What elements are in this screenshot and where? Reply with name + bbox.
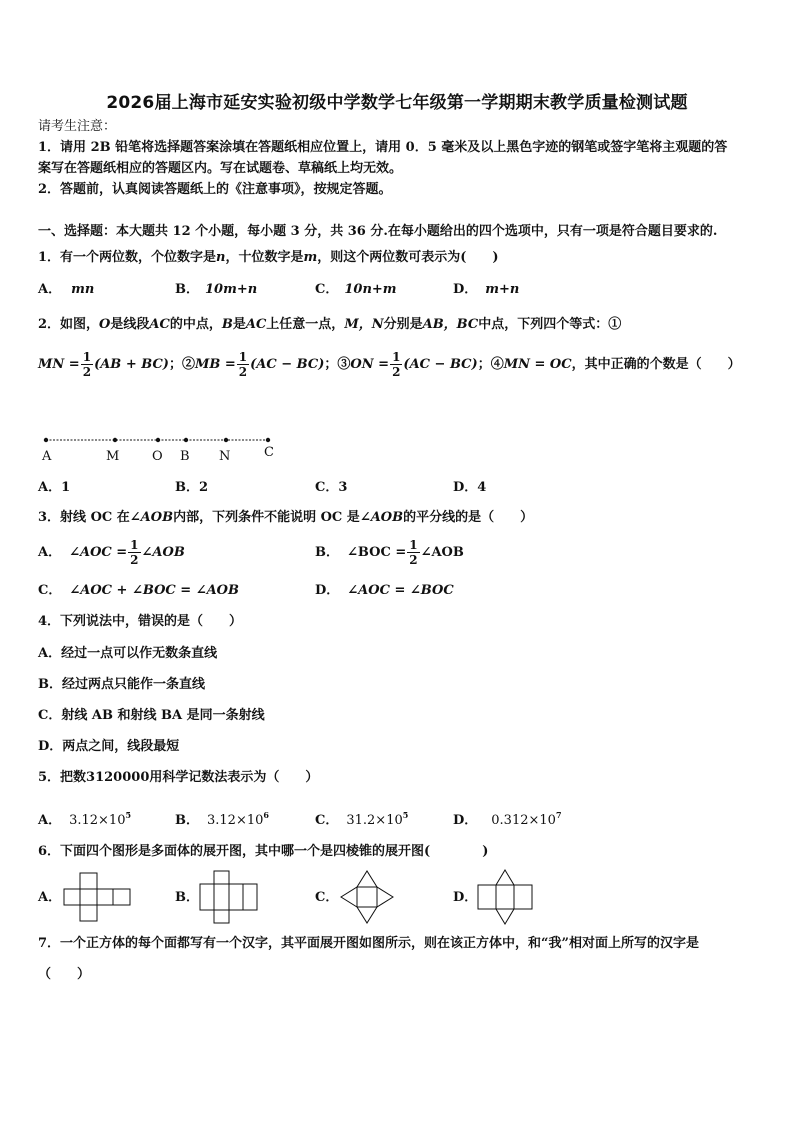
q5-option-b: B． $3.12\times 10^6$ [175,810,269,828]
q5-option-d: D． $0.312\times 10^7$ [453,810,562,828]
notice-item-2: 2．答题前，认真阅读答题纸上的《注意事项》，按规定答题。 [38,182,392,197]
q4-option-b: B．经过两点只能作一条直线 [38,677,205,692]
question-7-stem-line-1: 7．一个正方体的每个面都写有一个汉字，其平面展开图如图所示，则在该正方体中，和“我”相对面上所写的汉字是 [38,936,700,951]
point-c [266,438,270,442]
point-n [224,438,228,442]
question-7-stem-line-2: （ ） [38,967,91,982]
label-o: O [152,449,163,464]
q4-option-a: A．经过一点可以作无数条直线 [38,646,218,661]
q1-option-c: C． 10n+m [315,282,397,297]
net-diagram-b [200,871,260,923]
q4-option-c: C．射线 AB 和射线 BA 是同一条射线 [38,708,265,723]
q3-option-a: A． ∠AOC = $\frac{1}{2}$ ∠AOB [38,538,185,567]
q1-option-a: A． mn [38,282,95,297]
q6-option-b-label: B． [175,890,199,905]
q2-option-b: B．2 [175,480,209,495]
q1-var-m: m [303,250,318,265]
segment-diagram [38,430,288,466]
question-1-stem [38,249,499,267]
q3-option-d: D． ∠AOC = ∠BOC [315,583,454,598]
label-n: N [219,449,231,464]
eq3-right: (AC − BC) [403,357,478,372]
q1-var-n: n [216,250,226,265]
point-m [113,438,117,442]
question-5-stem: 5．把数3120000用科学记数法表示为（ ） [38,770,319,785]
q1-stem-b: ，十位数字是 [225,250,304,265]
q2-option-d: D．4 [453,480,487,495]
q3-option-c: C． ∠AOC + ∠BOC = ∠AOB [38,583,239,598]
eq2-left: MB = [194,357,236,372]
net-diagram-c [340,871,400,923]
question-4-stem: 4．下列说法中，错误的是（ ） [38,614,243,629]
q2-option-a: A．1 [38,480,71,495]
eq2-right: (AC − BC) [250,357,325,372]
fraction-half: $\frac{1}{2}$ [238,350,248,379]
q5-option-a: A． $3.12\times 10^5$ [38,810,132,828]
q4-option-d: D．两点之间，线段最短 [38,739,180,754]
label-a: A [42,449,52,464]
q1-stem-a: 1．有一个两位数，个位数字是 [38,250,217,265]
label-b: B [180,449,190,464]
notice-item-1-line-2: 案写在答题纸相应的答题区内。写在试题卷、草稿纸上均无效。 [38,161,403,176]
q5-option-c: C． $31.2\times 10^5$ [315,810,409,828]
q6-option-d-label: D． [453,890,478,905]
notice-item-1-line-1: 1．请用 2B 铅笔将选择题答案涂填在答题纸相应位置上，请用 0．5 毫米及以上黑色字迹的钢笔或签字笔将主观题的答 [38,140,728,155]
q2-option-c: C．3 [315,480,348,495]
fraction-half: $\frac{1}{2}$ [392,350,401,379]
question-3-stem: 3．射线 OC 在∠AOB内部，下列条件不能说明 OC 是∠AOB的平分线的是（ ） [38,510,534,525]
eq1-right: (AB + BC) [94,357,169,372]
eq4: MN = OC [503,357,572,372]
fraction-half: $\frac{1}{2}$ [82,350,92,379]
q6-option-a-label: A． [38,890,62,905]
point-b [184,438,188,442]
notice-heading: 请考生注意： [38,119,117,134]
label-m: M [106,449,120,464]
section-heading: 一、选择题：本大题共 12 个小题，每小题 3 分，共 36 分.在每小题给出的四个选项中，只有一项是符合题目要求的. [38,224,718,239]
q1-option-b: B． 10m+n [175,282,258,297]
net-diagram-d [478,869,538,925]
question-6-stem: 6．下面四个图形是多面体的展开图，其中哪一个是四棱锥的展开图( ) [38,844,489,859]
q1-option-d: D． m+n [453,282,520,297]
label-c: C [264,445,274,460]
eq3-left: ON = [350,357,390,372]
question-2-stem: 2．如图，O是线段AC的中点，B是AC上任意一点，M，N分别是AB，BC中点，下列四个等式：① [38,317,622,332]
point-a [44,438,48,442]
q6-option-c-label: C． [315,890,339,905]
question-2-equations: MN = $\frac{1}{2}$ (AB + BC)；②MB = $\frac{1}{2}$ (AC − BC)；③ON = $\frac{1}{2}$ (AC − BC)；④MN = OC，其中正确的个数是（ ） [38,350,741,379]
eq1-left: MN = [38,357,80,372]
net-diagram-a [64,873,134,923]
q1-stem-c: ，则这个两位数可表示为( ) [317,250,499,265]
point-o [156,438,160,442]
q3-option-b: B． ∠BOC = $\frac{1}{2}$ ∠AOB [315,538,464,567]
page-title: 2026届上海市延安实验初级中学数学七年级第一学期期末教学质量检测试题 [106,93,688,113]
